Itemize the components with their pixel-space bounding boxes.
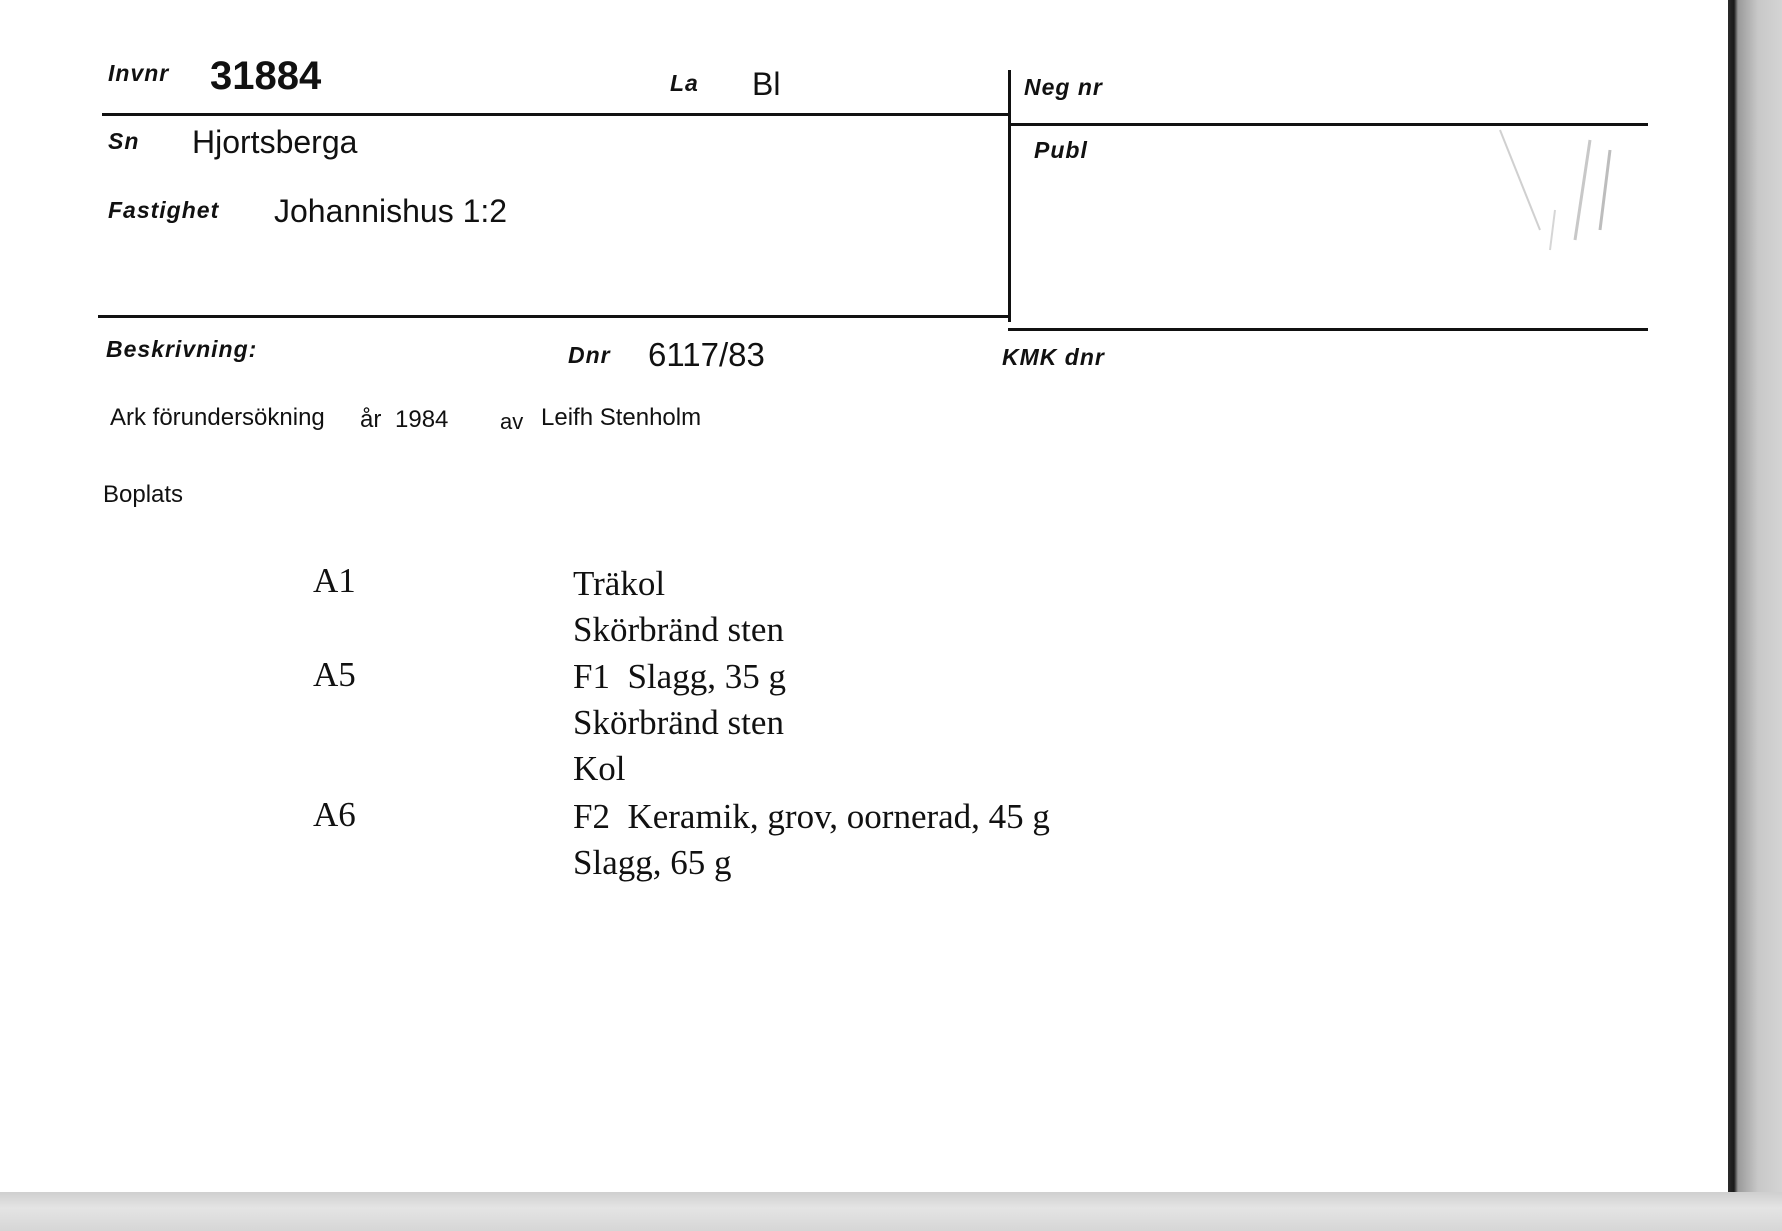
find-line: Kol bbox=[573, 749, 626, 788]
year-value: 1984 bbox=[395, 406, 449, 433]
header-rule-left bbox=[102, 113, 1010, 116]
beskrivning-label: Beskrivning: bbox=[106, 336, 258, 362]
fastighet-label: Fastighet bbox=[108, 197, 220, 223]
body-rule-right bbox=[1008, 328, 1648, 331]
context-a6: A6 bbox=[313, 795, 356, 834]
author: Leifh Stenholm bbox=[541, 404, 702, 431]
invnr-label: Invnr bbox=[108, 60, 170, 86]
find-line: F2 Keramik, grov, oornerad, 45 g bbox=[573, 797, 1050, 836]
context-a1: A1 bbox=[313, 561, 356, 600]
la-value: Bl bbox=[752, 66, 781, 102]
dnr-value: 6117/83 bbox=[648, 336, 765, 373]
publ-label: Publ bbox=[1034, 137, 1088, 163]
la-label: La bbox=[670, 70, 699, 96]
invnr-value: 31884 bbox=[210, 54, 322, 98]
negnr-label: Neg nr bbox=[1024, 74, 1103, 100]
fastighet-value: Johannishus 1:2 bbox=[274, 193, 508, 229]
body-rule-left bbox=[98, 315, 1010, 318]
year-label: år bbox=[360, 406, 382, 433]
scan-marks bbox=[1480, 120, 1640, 320]
column-divider bbox=[1008, 70, 1011, 322]
kmk-dnr-label: KMK dnr bbox=[1002, 344, 1105, 370]
find-line: Slagg, 65 g bbox=[573, 843, 732, 882]
find-line: Skörbränd sten bbox=[573, 703, 784, 742]
by-label: av bbox=[500, 409, 524, 434]
find-line: Skörbränd sten bbox=[573, 610, 784, 649]
context-a5: A5 bbox=[313, 655, 356, 694]
sn-label: Sn bbox=[108, 128, 140, 154]
find-line: Träkol bbox=[573, 564, 666, 603]
ark-text: Ark förundersökning bbox=[110, 404, 325, 431]
scan-edge-bottom bbox=[0, 1192, 1782, 1231]
sn-value: Hjortsberga bbox=[192, 124, 358, 160]
find-line: F1 Slagg, 35 g bbox=[573, 657, 786, 696]
site-type: Boplats bbox=[103, 481, 184, 508]
scan-edge-right bbox=[1728, 0, 1782, 1231]
dnr-label: Dnr bbox=[568, 342, 611, 368]
